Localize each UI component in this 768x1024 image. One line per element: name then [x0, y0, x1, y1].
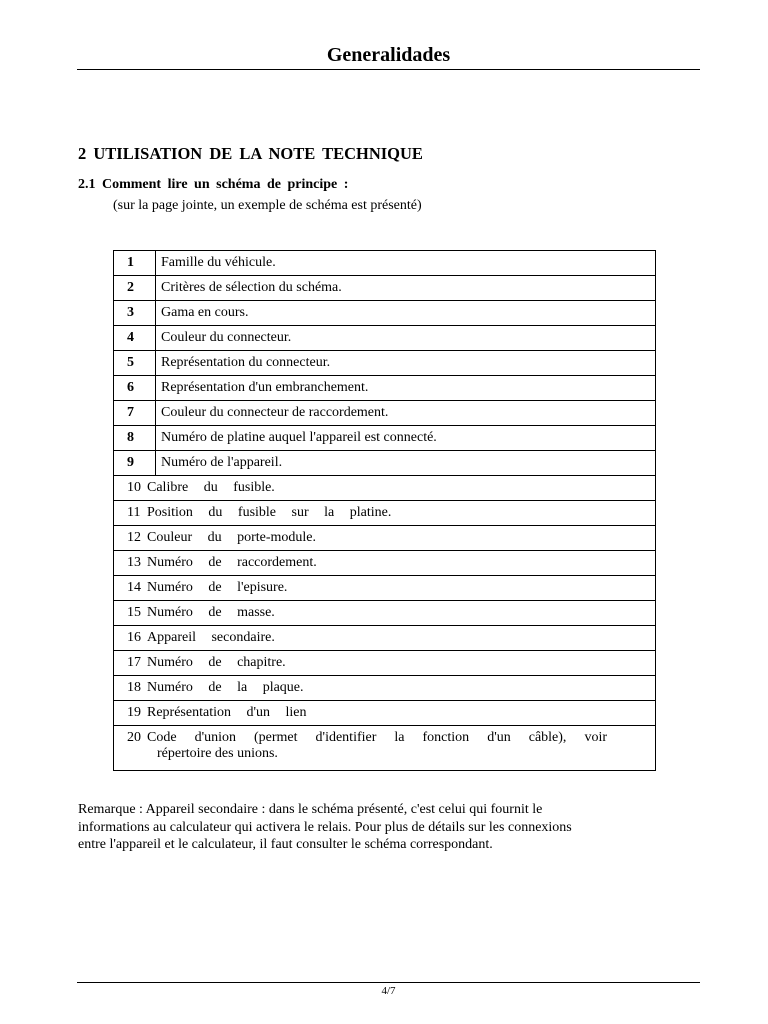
legend-description: Famille du véhicule. [156, 251, 656, 276]
legend-description: Numéro de masse. [147, 605, 275, 620]
legend-row [114, 451, 656, 476]
footer-divider [77, 982, 700, 983]
legend-number: 6 [114, 376, 156, 401]
legend-description: Code d'union (permet d'identifier la fonction d'un câble), voir [147, 730, 607, 745]
legend-merged-cell [114, 551, 656, 576]
header-divider [77, 69, 700, 70]
legend-number: 19 [127, 705, 141, 720]
legend-table [113, 250, 656, 771]
legend-number: 16 [127, 630, 141, 645]
legend-description: Numéro de l'episure. [147, 580, 288, 595]
legend-row [114, 601, 656, 626]
legend-number: 10 [127, 480, 141, 495]
legend-number: 7 [114, 401, 156, 426]
subsection-note: (sur la page jointe, un exemple de schéma est présenté) [113, 198, 422, 213]
legend-description: Appareil secondaire. [147, 630, 275, 645]
legend-description: Couleur du connecteur de raccordement. [156, 401, 656, 426]
legend-row [114, 501, 656, 526]
legend-row [114, 301, 656, 326]
legend-merged-cell [114, 701, 656, 726]
legend-merged-cell [114, 676, 656, 701]
legend-row [114, 251, 656, 276]
subsection-heading: 2.1 Comment lire un schéma de principe : [78, 177, 349, 192]
legend-number: 9 [114, 451, 156, 476]
remark-paragraph [78, 801, 638, 854]
legend-row [114, 676, 656, 701]
legend-number: 18 [127, 680, 141, 695]
section-heading: 2 UTILISATION DE LA NOTE TECHNIQUE [78, 144, 423, 163]
legend-description: Numéro de l'appareil. [156, 451, 656, 476]
legend-row [114, 551, 656, 576]
legend-number: 15 [127, 605, 141, 620]
legend-description: Représentation du connecteur. [156, 351, 656, 376]
page-title: Generalidades [326, 44, 451, 66]
legend-row [114, 476, 656, 501]
legend-row [114, 426, 656, 451]
legend-merged-cell [114, 576, 656, 601]
legend-row [114, 276, 656, 301]
legend-row [114, 576, 656, 601]
legend-description: Calibre du fusible. [147, 480, 275, 495]
legend-description-continued: répertoire des unions. [157, 746, 278, 761]
legend-row [114, 526, 656, 551]
legend-number: 1 [114, 251, 156, 276]
legend-row [114, 401, 656, 426]
legend-number: 8 [114, 426, 156, 451]
legend-number: 2 [114, 276, 156, 301]
legend-description: Représentation d'un lien [147, 705, 307, 720]
legend-row [114, 726, 656, 771]
remark-line: informations au calculateur qui activera le relais. Pour plus de détails sur les connexions [78, 819, 572, 835]
page-number: 4/7 [381, 985, 396, 997]
legend-merged-cell [114, 726, 656, 771]
legend-merged-cell [114, 501, 656, 526]
legend-row [114, 326, 656, 351]
legend-description: Numéro de la plaque. [147, 680, 304, 695]
legend-merged-cell [114, 651, 656, 676]
legend-description: Représentation d'un embranchement. [156, 376, 656, 401]
legend-description: Gama en cours. [156, 301, 656, 326]
legend-description: Couleur du porte-module. [147, 530, 317, 545]
remark-line: Remarque : Appareil secondaire : dans le schéma présenté, c'est celui qui fournit le [78, 802, 543, 817]
legend-merged-cell [114, 601, 656, 626]
remark-line: entre l'appareil et le calculateur, il faut consulter le schéma correspondant. [78, 837, 493, 852]
legend-row [114, 701, 656, 726]
legend-number: 5 [114, 351, 156, 376]
legend-description: Numéro de chapitre. [147, 655, 286, 670]
legend-description: Position du fusible sur la platine. [147, 505, 392, 520]
legend-row [114, 626, 656, 651]
legend-number: 14 [127, 580, 141, 595]
legend-number: 20 [127, 730, 141, 745]
legend-number: 13 [127, 555, 141, 570]
legend-row [114, 651, 656, 676]
legend-number: 11 [127, 505, 141, 520]
legend-description: Critères de sélection du schéma. [156, 276, 656, 301]
legend-description: Couleur du connecteur. [156, 326, 656, 351]
legend-number: 17 [127, 655, 141, 670]
legend-description: Numéro de platine auquel l'appareil est connecté. [156, 426, 656, 451]
legend-number: 4 [114, 326, 156, 351]
legend-number: 12 [127, 530, 141, 545]
legend-merged-cell [114, 526, 656, 551]
legend-row [114, 376, 656, 401]
legend-description: Numéro de raccordement. [147, 555, 317, 570]
legend-row [114, 351, 656, 376]
legend-number: 3 [114, 301, 156, 326]
legend-merged-cell [114, 476, 656, 501]
legend-merged-cell [114, 626, 656, 651]
